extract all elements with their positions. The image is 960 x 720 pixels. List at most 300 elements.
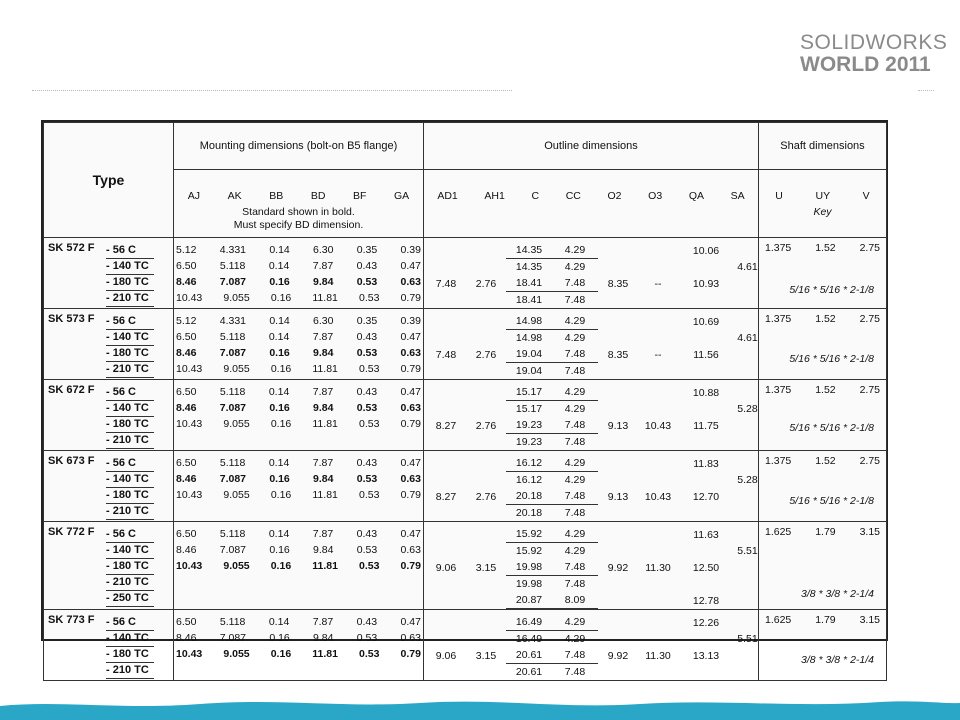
- variant-label: - 140 TC: [106, 258, 154, 275]
- mount-row: [176, 361, 421, 377]
- mounting-subheader: [174, 170, 424, 238]
- cc-value: 7.48: [552, 275, 598, 292]
- mount-value: 0.63: [400, 276, 421, 288]
- variant-label: - 210 TC: [106, 290, 154, 307]
- shaft-v: 2.75: [859, 242, 880, 254]
- shaft-col-header: V: [862, 190, 870, 202]
- variant-row: [106, 558, 154, 574]
- shaft-spacer: [759, 325, 886, 353]
- o2-value: 9.92: [607, 561, 629, 574]
- sa-value: [734, 489, 759, 505]
- shaft-col-header: UY: [815, 190, 831, 202]
- mount-value: 6.50: [176, 528, 197, 540]
- mount-value: 9.055: [223, 560, 250, 572]
- mount-value: 9.055: [223, 292, 250, 304]
- variant-label: - 140 TC: [106, 542, 154, 559]
- logo-line-2: WORLD 2011: [800, 53, 931, 76]
- mount-value: 0.16: [270, 489, 292, 501]
- mount-value: 11.81: [312, 363, 338, 375]
- mount-value: 0.79: [400, 292, 421, 304]
- cc-value: 4.29: [564, 332, 586, 344]
- shaft-values: [759, 610, 886, 626]
- mount-row: [176, 558, 421, 574]
- shaft-key: 3/8 * 3/8 * 2-1/4: [801, 654, 874, 666]
- o2-value: 8.35: [607, 348, 629, 361]
- mounting-note-line1: Standard shown in bold.: [242, 206, 355, 218]
- ad1-value: [426, 243, 466, 259]
- mount-value: 11.81: [312, 292, 338, 304]
- mount-value: 9.055: [223, 648, 250, 660]
- mount-value: 0.53: [356, 473, 378, 485]
- mount-value: 8.46: [176, 347, 197, 359]
- mount-value: 0.16: [269, 473, 290, 485]
- outline-grid: [426, 614, 756, 680]
- outline-col-header: SA: [730, 190, 745, 202]
- shaft-values: [759, 451, 886, 467]
- variant-label: - 56 C: [106, 455, 154, 472]
- o2-value: [598, 593, 638, 609]
- mounting-header: Mounting dimensions (bolt-on B5 flange): [174, 123, 424, 170]
- qa-value: [678, 363, 734, 379]
- mount-value: 10.43: [176, 648, 203, 660]
- shaft-u: 1.625: [765, 614, 792, 626]
- mount-value: 0.47: [400, 386, 421, 398]
- shaft-spacer: [759, 626, 886, 654]
- mount-value: 11.81: [312, 560, 338, 572]
- mount-value: 0.39: [400, 244, 421, 256]
- o3-value: [638, 259, 678, 275]
- variant-label: - 180 TC: [106, 416, 154, 433]
- mount-value: 0.47: [400, 528, 421, 540]
- ah1-value: [466, 385, 506, 401]
- shaft-v: 3.15: [859, 614, 880, 626]
- mounting-cell: [174, 610, 424, 681]
- mount-row: [176, 526, 421, 542]
- mount-value: 0.16: [269, 402, 290, 414]
- mount-row: [176, 646, 421, 662]
- qa-value: [678, 505, 734, 521]
- mount-value: 9.055: [223, 363, 250, 375]
- sa-value: [734, 560, 759, 576]
- ah1-value: [466, 363, 506, 379]
- mount-value: 0.53: [356, 276, 378, 288]
- mount-value: 0.16: [269, 632, 290, 644]
- shaft-uy: 1.79: [815, 526, 836, 538]
- model-variants: [106, 526, 154, 606]
- mounting-cell: [174, 522, 424, 610]
- model-name: SK 772 F: [48, 526, 95, 538]
- shaft-uy: 1.52: [815, 242, 836, 254]
- decorative-wave: [0, 692, 960, 720]
- o2-value: 8.35: [607, 277, 629, 290]
- cc-value: 7.48: [552, 346, 598, 363]
- model-name: SK 773 F: [48, 614, 95, 626]
- c-value: 18.41: [515, 294, 543, 306]
- mount-value: 9.84: [313, 347, 334, 359]
- o3-value: 11.30: [645, 561, 671, 574]
- mount-col-header: GA: [393, 190, 410, 202]
- ah1-value: [466, 472, 506, 488]
- model-cell: [44, 380, 174, 451]
- mount-value: 0.63: [400, 632, 421, 644]
- ad1-value: 7.48: [435, 277, 457, 290]
- sa-value: [734, 363, 759, 379]
- mount-value: 5.118: [219, 386, 246, 398]
- ah1-value: [466, 505, 506, 521]
- o3-value: [638, 664, 678, 680]
- mount-value: 0.53: [356, 632, 378, 644]
- cc-value: 7.48: [564, 666, 586, 678]
- outline-cell: [424, 610, 759, 681]
- sa-value: [734, 593, 759, 609]
- mount-value: 8.46: [176, 544, 197, 556]
- mount-value: 7.87: [312, 260, 334, 272]
- variant-label: - 140 TC: [106, 630, 154, 647]
- cc-value: 4.29: [552, 242, 598, 259]
- qa-value: [678, 259, 734, 275]
- ad1-value: 7.48: [435, 348, 457, 361]
- o2-value: [598, 385, 638, 401]
- o3-value: [638, 434, 678, 450]
- mount-value: 8.46: [176, 473, 197, 485]
- mount-value: 10.43: [176, 560, 203, 572]
- mount-row: [176, 329, 421, 345]
- mount-value: 0.16: [269, 347, 290, 359]
- c-value: 14.35: [515, 261, 543, 273]
- cc-value: 7.48: [552, 559, 598, 576]
- o3-value: [638, 576, 678, 592]
- o3-value: [638, 243, 678, 259]
- o3-value: 10.43: [644, 419, 672, 432]
- c-value: 15.92: [506, 526, 552, 543]
- o2-value: [598, 576, 638, 592]
- sa-value: [734, 292, 759, 308]
- cc-value: 7.48: [552, 647, 598, 664]
- mount-value: 7.87: [312, 616, 334, 628]
- mount-value: 0.14: [269, 315, 290, 327]
- o3-value: [638, 527, 678, 543]
- sa-value: 5.51: [737, 545, 758, 557]
- mount-value: 7.087: [219, 632, 247, 644]
- variant-label: - 140 TC: [106, 471, 154, 488]
- mount-value: 0.47: [400, 331, 421, 343]
- qa-value: 11.56: [693, 348, 719, 361]
- mount-value: 0.53: [359, 292, 380, 304]
- sa-value: [734, 527, 759, 543]
- o3-value: [638, 472, 678, 488]
- qa-value: 13.13: [692, 649, 720, 662]
- c-value: 18.41: [506, 275, 552, 292]
- mount-col-header: AK: [227, 190, 242, 202]
- mount-value: 0.53: [356, 347, 378, 359]
- mount-col-header: BB: [269, 190, 284, 202]
- o3-value: 10.43: [644, 490, 672, 503]
- mount-row: [176, 242, 421, 258]
- mount-value: 5.118: [219, 528, 246, 540]
- ad1-value: [426, 363, 466, 379]
- c-value: 15.92: [515, 545, 543, 557]
- cc-value: 4.29: [552, 614, 598, 631]
- model-cell: [44, 610, 174, 681]
- o3-value: [638, 385, 678, 401]
- mount-value: 7.087: [219, 276, 247, 288]
- variant-label: - 140 TC: [106, 400, 154, 417]
- cc-value: 4.29: [552, 526, 598, 543]
- shaft-col-header: U: [775, 190, 783, 202]
- outline-col-header: QA: [688, 190, 704, 202]
- mount-row: [176, 384, 421, 400]
- ah1-value: [466, 434, 506, 450]
- mounting-cell: [174, 309, 424, 380]
- o3-value: 11.30: [645, 649, 671, 662]
- sa-value: 4.61: [737, 332, 758, 344]
- qa-value: [678, 472, 734, 488]
- mount-row: [176, 400, 421, 416]
- ah1-value: [466, 292, 506, 308]
- ad1-value: 8.27: [435, 419, 457, 432]
- ad1-value: [426, 505, 466, 521]
- qa-value: [678, 631, 734, 647]
- shaft-values: [759, 380, 886, 396]
- variant-row: [106, 345, 154, 361]
- ad1-value: 8.27: [435, 490, 457, 503]
- c-value: 19.23: [515, 436, 543, 448]
- shaft-v: 3.15: [859, 526, 880, 538]
- outline-subheader: [424, 170, 759, 238]
- c-value: 19.04: [515, 365, 543, 377]
- variant-label: - 180 TC: [106, 345, 154, 362]
- mount-value: 6.50: [176, 386, 197, 398]
- mount-value: 7.87: [312, 331, 334, 343]
- mount-value: 5.118: [219, 457, 246, 469]
- variant-label: - 180 TC: [106, 487, 154, 504]
- mount-value: 0.14: [268, 616, 290, 628]
- mount-row: [176, 345, 421, 361]
- mount-value: 0.14: [268, 386, 290, 398]
- variant-row: [106, 313, 154, 329]
- o2-value: [598, 543, 638, 559]
- cc-value: 7.48: [552, 417, 598, 434]
- cc-value: 4.29: [564, 261, 586, 273]
- sa-value: [734, 615, 759, 631]
- qa-value: 10.93: [692, 277, 720, 290]
- ah1-value: [466, 543, 506, 559]
- ad1-value: [426, 385, 466, 401]
- shaft-key-label: Key: [813, 206, 832, 218]
- model-variants: [106, 614, 154, 678]
- variant-label: - 56 C: [106, 384, 154, 401]
- variant-row: [106, 432, 154, 448]
- c-value: 16.49: [506, 614, 552, 631]
- c-value: 15.17: [506, 384, 552, 401]
- sa-value: [734, 648, 759, 664]
- mount-value: 6.50: [176, 457, 197, 469]
- outline-cell: [424, 522, 759, 610]
- shaft-values: [759, 238, 886, 254]
- mount-value: 0.16: [270, 292, 292, 304]
- mount-value: 0.47: [400, 616, 421, 628]
- variant-label: - 56 C: [106, 242, 154, 259]
- mount-value: 0.14: [268, 331, 290, 343]
- variant-row: [106, 274, 154, 290]
- mount-value: 0.16: [270, 363, 292, 375]
- mount-value: 0.43: [356, 616, 378, 628]
- mount-value: 11.81: [312, 489, 338, 501]
- o2-value: [598, 243, 638, 259]
- shaft-cell: [759, 522, 887, 610]
- qa-value: 12.70: [692, 490, 720, 503]
- outline-col-header: AD1: [437, 190, 458, 202]
- qa-value: [678, 330, 734, 346]
- mounting-cell: [174, 238, 424, 309]
- shaft-key: 5/16 * 5/16 * 2-1/8: [789, 495, 874, 507]
- ah1-value: [466, 243, 506, 259]
- shaft-cell: [759, 380, 887, 451]
- mount-value: 6.30: [313, 315, 334, 327]
- ad1-value: [426, 664, 466, 680]
- ah1-value: [466, 615, 506, 631]
- o3-value: [638, 314, 678, 330]
- sa-value: [734, 243, 759, 259]
- sa-value: [734, 456, 759, 472]
- mount-value: 0.53: [359, 363, 380, 375]
- spec-table-scan: [41, 120, 888, 678]
- mounting-note-line2: Must specify BD dimension.: [233, 219, 364, 231]
- shaft-values: [759, 309, 886, 325]
- mount-value: 0.63: [400, 402, 421, 414]
- qa-value: 11.63: [693, 528, 719, 541]
- mount-value: 8.46: [176, 402, 197, 414]
- shaft-key: 5/16 * 5/16 * 2-1/8: [789, 422, 874, 434]
- qa-value: 10.69: [692, 315, 720, 328]
- mount-value: 0.63: [400, 347, 421, 359]
- header-divider-left: [32, 90, 512, 91]
- sa-value: 5.28: [737, 403, 758, 415]
- ad1-value: [426, 615, 466, 631]
- mount-row: [176, 290, 421, 306]
- mount-value: 0.43: [356, 457, 378, 469]
- mount-value: 0.53: [359, 489, 380, 501]
- qa-value: 12.50: [692, 561, 720, 574]
- sa-value: [734, 576, 759, 592]
- o3-value: [638, 631, 678, 647]
- mount-value: 0.43: [356, 528, 378, 540]
- sa-value: [734, 664, 759, 680]
- o2-value: [598, 401, 638, 417]
- outline-col-header: C: [531, 190, 540, 202]
- shaft-cell: [759, 238, 887, 309]
- mount-value: 0.53: [356, 544, 378, 556]
- o2-value: [598, 330, 638, 346]
- ah1-value: 2.76: [475, 419, 497, 432]
- mount-value: 0.63: [400, 544, 421, 556]
- ad1-value: [426, 527, 466, 543]
- table-row: [44, 610, 887, 681]
- o2-value: [598, 456, 638, 472]
- mount-value: 11.81: [312, 418, 338, 430]
- table-row: [44, 451, 887, 522]
- model-variants: [106, 313, 154, 377]
- outline-header: Outline dimensions: [424, 123, 759, 170]
- variant-label: - 56 C: [106, 614, 154, 631]
- mount-value: 9.84: [313, 473, 334, 485]
- cc-value: 7.48: [564, 507, 586, 519]
- variant-row: [106, 242, 154, 258]
- variant-row: [106, 646, 154, 662]
- sa-value: 4.61: [737, 261, 758, 273]
- qa-value: 10.06: [692, 244, 720, 257]
- c-value: 16.12: [506, 455, 552, 472]
- outline-grid: [426, 455, 756, 521]
- c-value: 19.98: [515, 578, 543, 590]
- outline-grid: [426, 242, 756, 308]
- mount-value: 9.84: [313, 402, 334, 414]
- ah1-value: [466, 593, 506, 609]
- o3-value: [638, 330, 678, 346]
- variant-row: [106, 361, 154, 377]
- shaft-values: [759, 522, 886, 538]
- ad1-value: [426, 593, 466, 609]
- c-value: 14.35: [506, 242, 552, 259]
- mount-value: 0.14: [269, 244, 290, 256]
- mount-row: [176, 471, 421, 487]
- mount-value: 4.331: [219, 244, 247, 256]
- o2-value: [598, 292, 638, 308]
- o2-value: [598, 631, 638, 647]
- o3-value: [638, 543, 678, 559]
- ah1-value: [466, 576, 506, 592]
- mount-value: 0.43: [356, 260, 378, 272]
- cc-value: 8.09: [552, 592, 598, 609]
- mount-value: 5.12: [176, 244, 197, 256]
- ah1-value: [466, 259, 506, 275]
- o2-value: 9.13: [607, 419, 629, 432]
- ah1-value: 3.15: [475, 649, 497, 662]
- sa-value: [734, 385, 759, 401]
- shaft-cell: [759, 451, 887, 522]
- variant-row: [106, 400, 154, 416]
- ad1-value: [426, 631, 466, 647]
- c-value: 20.87: [506, 592, 552, 609]
- qa-value: 11.83: [693, 457, 719, 470]
- c-value: 14.98: [515, 332, 543, 344]
- shaft-uy: 1.52: [815, 313, 836, 325]
- mount-row: [176, 630, 421, 646]
- model-name: SK 572 F: [48, 242, 95, 254]
- shaft-spacer: [759, 396, 886, 422]
- mount-value: 0.14: [268, 260, 290, 272]
- o3-value: [638, 363, 678, 379]
- model-name: SK 673 F: [48, 455, 95, 467]
- mount-value: 0.47: [400, 260, 421, 272]
- o2-value: 9.13: [607, 490, 629, 503]
- shaft-u: 1.375: [765, 242, 792, 254]
- mount-value: 6.50: [176, 331, 197, 343]
- mount-row: [176, 542, 421, 558]
- qa-value: 12.78: [692, 594, 720, 607]
- variant-row: [106, 574, 154, 590]
- mount-value: 9.84: [313, 544, 334, 556]
- shaft-u: 1.375: [765, 384, 792, 396]
- mount-value: 5.118: [219, 260, 246, 272]
- o2-value: [598, 434, 638, 450]
- shaft-subheader: [759, 170, 887, 238]
- mount-value: 6.50: [176, 616, 197, 628]
- mount-row: [176, 313, 421, 329]
- ad1-value: [426, 576, 466, 592]
- mount-value: 10.43: [176, 292, 203, 304]
- c-value: 20.18: [506, 488, 552, 505]
